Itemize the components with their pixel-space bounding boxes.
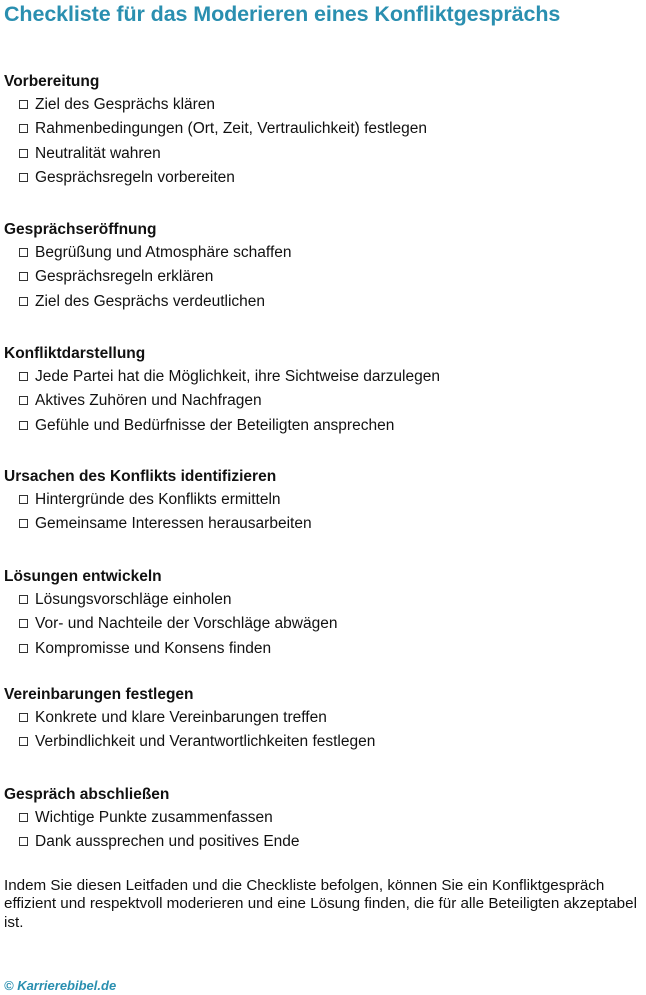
- section-heading: Vereinbarungen festlegen: [4, 686, 194, 703]
- checklist-item-label: Gefühle und Bedürfnisse der Beteiligten ansprechen: [35, 416, 395, 434]
- checklist-item: [4, 488, 640, 512]
- checklist-item-label: Ziel des Gesprächs klären: [35, 96, 216, 113]
- checklist-item: [4, 365, 640, 389]
- checklist-item: [4, 512, 640, 536]
- section-gespraechseroeffnung: [4, 221, 640, 314]
- checkbox[interactable]: [19, 495, 28, 504]
- checklist-item: [4, 241, 640, 265]
- checklist: [4, 365, 640, 438]
- checklist-item: [4, 265, 640, 289]
- checkbox[interactable]: [19, 644, 28, 653]
- checkbox[interactable]: [19, 149, 28, 158]
- section-vereinbarungen: [4, 686, 640, 755]
- checklist-item-label: Ziel des Gesprächs verdeutlichen: [35, 292, 266, 310]
- checklist-item: [4, 389, 640, 413]
- checklist-item-label: Rahmenbedingungen (Ort, Zeit, Vertraulichkeit) festlegen: [35, 120, 428, 138]
- checkbox[interactable]: [19, 173, 28, 182]
- checklist-item: [4, 806, 640, 830]
- checklist-item-label: Neutralität wahren: [35, 144, 161, 162]
- checklist-item: [4, 290, 640, 314]
- checkbox[interactable]: [19, 595, 28, 604]
- checklist-item-label: Vor- und Nachteile der Vorschläge abwägen: [35, 615, 338, 633]
- checklist-item: [4, 830, 640, 854]
- conclusion-paragraph: Indem Sie diesen Leitfaden und die Checkliste befolgen, können Sie ein Konfliktgespräch effizient und respektvoll moderieren und eine Lösung finden, die für alle Beteiligten akzeptabel ist.: [4, 877, 637, 931]
- checklist-item: [4, 414, 640, 438]
- checklist: [4, 588, 640, 661]
- section-konfliktdarstellung: [4, 345, 640, 438]
- checklist-item: [4, 166, 640, 190]
- section-loesungen: [4, 568, 640, 661]
- checkbox[interactable]: [19, 737, 28, 746]
- checklist-item: [4, 93, 640, 117]
- checkbox[interactable]: [19, 372, 28, 381]
- section-heading: Konfliktdarstellung: [4, 345, 146, 362]
- checkbox[interactable]: [19, 619, 28, 628]
- section-abschliessen: [4, 786, 640, 855]
- checklist-item-label: Gesprächsregeln erklären: [35, 268, 214, 286]
- checklist: [4, 488, 640, 537]
- checklist-item: [4, 637, 640, 661]
- checklist-item-label: Gesprächsregeln vorbereiten: [35, 168, 235, 186]
- checkbox[interactable]: [19, 124, 28, 133]
- checkbox[interactable]: [19, 100, 28, 109]
- checkbox[interactable]: [19, 297, 28, 306]
- checkbox[interactable]: [19, 248, 28, 257]
- checklist: [4, 806, 640, 855]
- checklist-item-label: Lösungsvorschläge einholen: [35, 591, 232, 608]
- checkbox[interactable]: [19, 713, 28, 722]
- checklist: [4, 241, 640, 314]
- checklist-item: [4, 588, 640, 612]
- checklist: [4, 706, 640, 755]
- checklist-item: [4, 117, 640, 141]
- checkbox[interactable]: [19, 421, 28, 430]
- section-heading: Vorbereitung: [4, 73, 100, 90]
- checklist-item: [4, 706, 640, 730]
- checklist-item-label: Dank aussprechen und positives Ende: [35, 833, 300, 851]
- checkbox[interactable]: [19, 813, 28, 822]
- checklist-item-label: Konkrete und klare Vereinbarungen treffen: [35, 709, 327, 726]
- checkbox[interactable]: [19, 519, 28, 528]
- checklist: [4, 93, 640, 190]
- checkbox[interactable]: [19, 837, 28, 846]
- checklist-item-label: Begrüßung und Atmosphäre schaffen: [35, 244, 292, 261]
- checklist-item-label: Kompromisse und Konsens finden: [35, 639, 272, 657]
- checklist-item-label: Hintergründe des Konflikts ermitteln: [35, 491, 281, 508]
- checkbox[interactable]: [19, 396, 28, 405]
- section-ursachen: [4, 468, 640, 537]
- section-heading: Lösungen entwickeln: [4, 568, 162, 585]
- checklist-item-label: Gemeinsame Interessen herausarbeiten: [35, 515, 312, 533]
- checklist-item-label: Verbindlichkeit und Verantwortlichkeiten festlegen: [35, 733, 376, 751]
- checklist-item-label: Aktives Zuhören und Nachfragen: [35, 392, 262, 410]
- checklist-item-label: Wichtige Punkte zusammenfassen: [35, 809, 273, 826]
- section-heading: Gesprächseröffnung: [4, 221, 157, 238]
- checkbox[interactable]: [19, 272, 28, 281]
- section-heading: Gespräch abschließen: [4, 786, 170, 803]
- section-heading: Ursachen des Konflikts identifizieren: [4, 468, 277, 485]
- checklist-item: [4, 612, 640, 636]
- checklist-item: [4, 142, 640, 166]
- page-title: Checkliste für das Moderieren eines Konfliktgesprächs: [4, 2, 561, 26]
- copyright-footer: © Karrierebibel.de: [4, 978, 117, 993]
- checklist-item-label: Jede Partei hat die Möglichkeit, ihre Sichtweise darzulegen: [35, 368, 440, 385]
- checklist-item: [4, 730, 640, 754]
- section-vorbereitung: [4, 73, 640, 190]
